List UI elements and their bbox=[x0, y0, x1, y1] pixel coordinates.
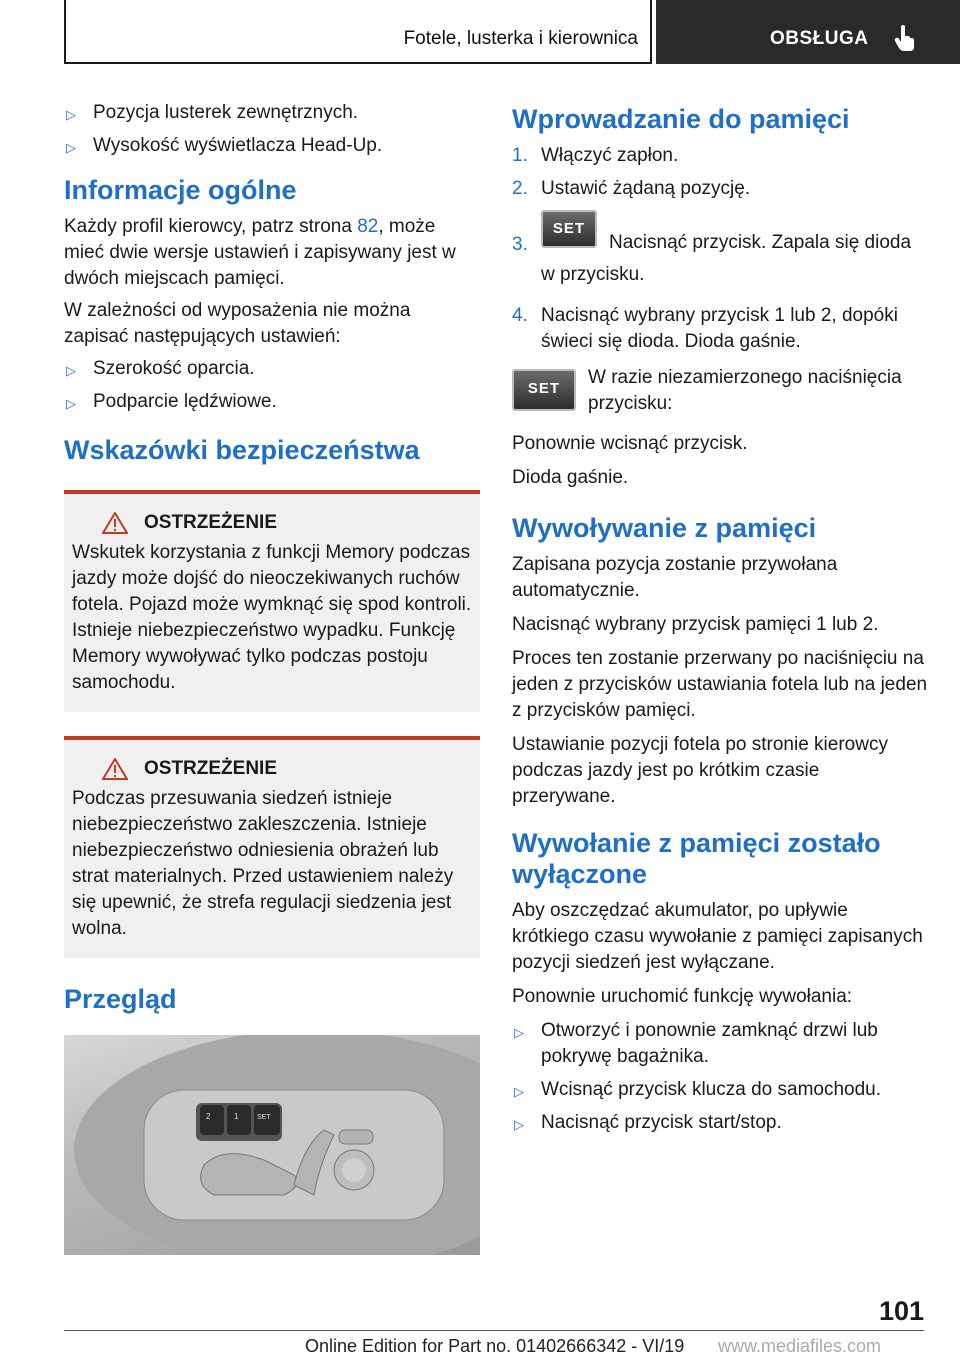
bullet-triangle-icon: ▷ bbox=[514, 1025, 524, 1040]
chapter-label: OBSŁUGA bbox=[770, 28, 869, 49]
warning-box bbox=[64, 490, 480, 712]
unintended-note: SET W razie niezamierzonego naciśnięcia przycisku: bbox=[512, 369, 928, 423]
warning-box bbox=[64, 736, 480, 958]
heading-safety: Wskazówki bezpieczeństwa bbox=[64, 435, 420, 465]
paragraph: Ponownie wcisnąć przycisk. bbox=[512, 433, 748, 454]
page-header bbox=[64, 0, 960, 64]
memory-button-1-label: 1 bbox=[234, 1112, 239, 1121]
warning-text: Wskutek korzystania z funkcji Memory podczas jazdy może dojść do nieoczekiwanych ruchów fotela. Pojazd może wymknąć się spod kontroli. Istnieje niebezpieczeństwo wypadku. Funkcję Memory wywoływać tylko podczas postoju samochodu. bbox=[72, 542, 472, 693]
paragraph: W zależności od wyposażenia nie można zapisać następujących ustawień: bbox=[64, 300, 411, 347]
list-item: ▷ Szerokość oparcia. bbox=[64, 356, 480, 382]
step-item: 3. SETNacisnąć przycisk. Zapala się dioda w przycisku. bbox=[512, 216, 928, 274]
paragraph: Ustawianie pozycji fotela po stronie kierowcy podczas jazdy jest po krótkim czasie przerywane. bbox=[512, 734, 888, 807]
set-button-label: SET bbox=[257, 1114, 271, 1121]
heading-recall: Wywoływanie z pamięci bbox=[512, 513, 817, 543]
step-item: 2. Ustawić żądaną pozycję. bbox=[512, 178, 751, 199]
warning-title: OSTRZEŻENIE bbox=[144, 758, 278, 779]
paragraph: Ponownie uruchomić funkcję wywołania: bbox=[512, 986, 853, 1007]
page-number: 101 bbox=[878, 1296, 924, 1326]
heading-overview: Przegląd bbox=[64, 984, 177, 1014]
warning-text: Podczas przesuwania siedzeń istnieje niebezpieczeństwo zakleszczenia. Istnieje niebezpieczeństwo odniesienia obrażeń lub strat materialnych. Przed ustawieniem należy się upewnić, że strefa regulacji siedzenia jest wolna. bbox=[72, 788, 454, 939]
bullet-triangle-icon: ▷ bbox=[514, 1084, 524, 1099]
bullet-triangle-icon: ▷ bbox=[66, 107, 76, 122]
warning-triangle-icon bbox=[102, 758, 128, 780]
left-column bbox=[64, 100, 480, 1255]
heading-recall-disabled: Wywołanie z pamięci zostało wyłączone bbox=[512, 828, 881, 889]
warning-triangle-icon bbox=[102, 512, 128, 534]
list-item: ▷ Otworzyć i ponownie zamknąć drzwi lub pokrywę bagażnika. bbox=[514, 1020, 878, 1067]
seat-controls-illustration bbox=[64, 1035, 480, 1255]
right-column bbox=[512, 100, 928, 1143]
set-button-icon: SET bbox=[512, 369, 576, 411]
memory-button-1 bbox=[227, 1105, 251, 1135]
list-item: ▷ Pozycja lusterek zewnętrznych. bbox=[64, 100, 480, 126]
footer-rule bbox=[64, 1330, 924, 1331]
bullet-triangle-icon: ▷ bbox=[66, 363, 76, 378]
set-button-icon: SET bbox=[541, 210, 597, 248]
bullet-triangle-icon: ▷ bbox=[66, 396, 76, 411]
hand-pointer-icon bbox=[894, 24, 916, 52]
bullet-triangle-icon: ▷ bbox=[514, 1117, 524, 1132]
paragraph: Każdy profil kierowcy, patrz strona 82, może mieć dwie wersje ustawień i zapisywany jest w dwóch miejscach pamięci. bbox=[64, 216, 456, 289]
paragraph: Dioda gaśnie. bbox=[512, 467, 629, 488]
memory-button-2-label: 2 bbox=[206, 1112, 211, 1121]
step-item: 4. Nacisnąć wybrany przycisk 1 lub 2, dopóki świeci się dioda. Dioda gaśnie. bbox=[512, 305, 898, 352]
section-title: Fotele, lusterka i kierownica bbox=[403, 28, 638, 49]
edition-text: Online Edition for Part no. 01402666342 - VI/19 bbox=[305, 1336, 685, 1356]
watermark-url: www.mediafiles.com bbox=[718, 1336, 882, 1356]
list-item: ▷ Nacisnąć przycisk start/stop. bbox=[512, 1110, 928, 1136]
list-item: ▷ Podparcie lędźwiowe. bbox=[64, 389, 480, 415]
memory-button-2 bbox=[200, 1105, 224, 1135]
page-link[interactable]: 82 bbox=[357, 216, 379, 237]
paragraph: Proces ten zostanie przerwany po naciśnięciu na jeden z przycisków ustawiania fotela lub na jeden z przycisków pamięci. bbox=[512, 648, 928, 721]
paragraph: Aby oszczędzać akumulator, po upływie krótkiego czasu wywołanie z pamięci zapisanych pozycji siedzeń jest wyłączane. bbox=[512, 900, 923, 973]
bullet-triangle-icon: ▷ bbox=[66, 140, 76, 155]
seat-controls-photo bbox=[64, 1035, 480, 1255]
heading-general-info: Informacje ogólne bbox=[64, 175, 297, 205]
warning-title: OSTRZEŻENIE bbox=[144, 512, 278, 533]
heading-store-memory: Wprowadzanie do pamięci bbox=[512, 104, 850, 134]
chapter-tab bbox=[656, 0, 960, 64]
paragraph: Zapisana pozycja zostanie przywołana automatycznie. bbox=[512, 554, 838, 601]
list-item: ▷ Wcisnąć przycisk klucza do samochodu. bbox=[512, 1077, 928, 1103]
paragraph: Nacisnąć wybrany przycisk pamięci 1 lub 2. bbox=[512, 614, 879, 635]
step-item: 1. Włączyć zapłon. bbox=[512, 145, 679, 166]
list-item: ▷ Wysokość wyświetlacza Head-Up. bbox=[64, 133, 480, 159]
